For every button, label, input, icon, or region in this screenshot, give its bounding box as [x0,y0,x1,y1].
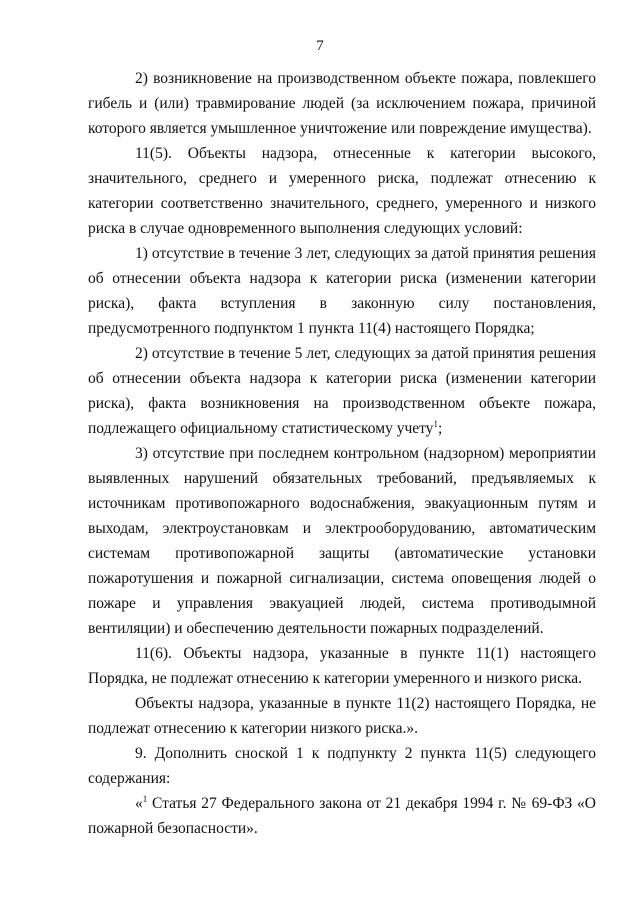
footnote-open-quote: « [135,795,143,812]
paragraph-11-2-objects: Объекты надзора, указанные в пункте 11(2) настоящего Порядка, не подлежат отнесению к категории низкого риска.». [88,695,596,737]
paragraph-condition-2-tail: ; [437,420,443,437]
paragraph-condition-2 [88,341,596,441]
paragraph-item-2-fire: 2) возникновение на производственном объекте пожара, повлекшего гибель и (или) травмирование людей (за исключением пожара, причиной которого является умышленное уничтожение или повреждение имущества). [88,70,596,137]
footnote-marker: 1 [142,793,148,804]
footnote-text-paragraph [88,791,596,841]
paragraph-condition-2-text: 2) отсутствие в течение 5 лет, следующих за датой принятия решения об отнесении объекта надзора к категории риска (изменении категории риска), факта возникновения на производственном объекте пожара, подлежащего официальному статистическому учету [88,345,596,437]
paragraph-condition-1: 1) отсутствие в течение 3 лет, следующих за датой принятия решения об отнесении объекта надзора к категории риска (изменении категории риска), факта вступления в законную силу постановления, предусмотренного подпунктом 1 пункта 11(4) настоящего Порядка; [88,245,596,337]
paragraph-11-5: 11(5). Объекты надзора, отнесенные к категории высокого, значительного, среднего и умеренного риска, подлежат отнесению к категории соответственно значительного, среднего, умеренного и низкого риска в случае одновременного выполнения следующих условий: [88,145,596,237]
footnote-text: Статья 27 Федерального закона от 21 декабря 1994 г. № 69-ФЗ «О пожарной безопасности». [88,795,596,837]
document-body [88,66,596,841]
paragraph-11-6: 11(6). Объекты надзора, указанные в пункте 11(1) настоящего Порядка, не подлежат отнесению к категории умеренного и низкого риска. [88,645,596,687]
paragraph-condition-3: 3) отсутствие при последнем контрольном (надзорном) мероприятии выявленных нарушений обязательных требований, предъявляемых к источникам противопожарного водоснабжения, эвакуационным путям и выходам, электроустановкам и электрооборудованию, автоматическим системам противопожарной защиты (автоматические установки пожаротушения и пожарной сигнализации, система оповещения людей о пожаре и управления эвакуацией людей, система противодымной вентиляции) и обеспечению деятельности пожарных подразделений. [88,445,596,637]
paragraph-item-9: 9. Дополнить сноской 1 к подпункту 2 пункта 11(5) следующего содержания: [88,745,596,787]
page-number: 7 [316,38,324,54]
footnote-reference: 1 [433,418,438,429]
